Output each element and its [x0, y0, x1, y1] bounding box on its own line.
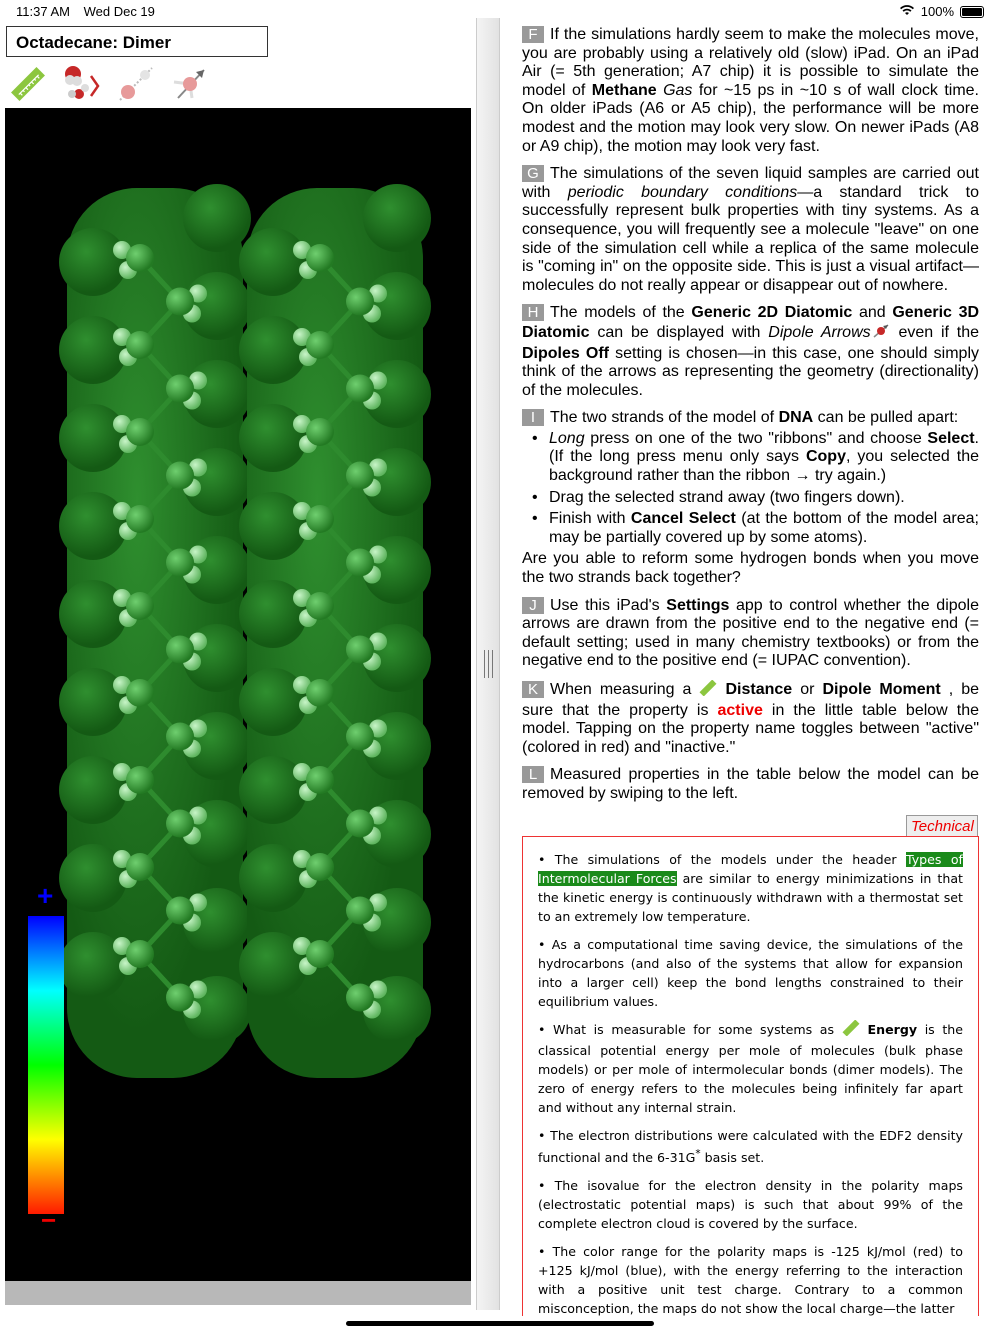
carbon-atom [166, 723, 194, 751]
carbon-atom [346, 636, 374, 664]
ruler-icon [699, 680, 717, 702]
carbon-atom [346, 897, 374, 925]
diatomic-icon[interactable] [116, 64, 156, 104]
list-item [522, 510, 979, 547]
note-letter-badge: K [522, 681, 544, 698]
carbon-atom [306, 505, 334, 533]
note-letter-badge: G [522, 165, 544, 182]
status-bar-right [899, 4, 984, 19]
carbon-atom [306, 418, 334, 446]
list-item [522, 430, 979, 486]
text-segment: even if the [890, 323, 980, 341]
note-letter-badge: I [522, 409, 544, 426]
text-segment: When measuring a [550, 681, 700, 698]
color-scale-bar [28, 916, 64, 1214]
carbon-atom [306, 853, 334, 881]
carbon-atom [126, 679, 154, 707]
split-view-divider[interactable] [476, 18, 500, 1310]
toolbar [8, 64, 210, 104]
carbon-atom [166, 636, 194, 664]
text-segment: The simulations of the seven liquid samples are carried out with [522, 165, 979, 201]
electron-density-lobe [183, 184, 251, 252]
text-segment: • The simulations of the models under the header [538, 852, 906, 867]
text-segment: Dipole Arrows [768, 323, 871, 341]
technical-note [538, 1126, 963, 1167]
text-segment: . (If the long press menu only says [549, 429, 979, 466]
note-letter-badge: F [522, 26, 544, 43]
text-segment: • The color range for the polarity maps is -125 kJ/mol (red) to +125 kJ/mol (blue), with the energy referring to the interaction with a positive unit test charge. Contrary to a common misconception, the maps do not show the local charge—the latter [538, 1244, 963, 1316]
text-segment: • The isovalue for the electron density in the polarity maps (electrostatic potential maps) is such that about 99% of the complete electron cloud is covered by the surface. [538, 1178, 963, 1232]
carbon-atom [346, 288, 374, 316]
electron-density-lobe [239, 228, 307, 296]
electron-density-lobe [239, 316, 307, 384]
note-paragraph-i [522, 409, 979, 587]
electron-density-lobe [239, 492, 307, 560]
carbon-atom [126, 418, 154, 446]
text-segment: can be pulled apart: [813, 409, 959, 427]
active-keyword: active [717, 701, 763, 719]
text-segment: Dipole Moment [822, 681, 941, 698]
text-segment: and [852, 304, 893, 322]
text-segment: The two strands of the model of [550, 409, 779, 427]
text-segment: (at the bottom of the model area; may be partially covered up by some atoms). [549, 510, 979, 546]
carbon-atom [166, 810, 194, 838]
text-segment: Finish with [549, 510, 631, 528]
note-paragraph-f [522, 26, 979, 156]
property-table-area[interactable] [5, 1281, 471, 1305]
text-segment: If the simulations hardly seem to make the molecules move, you are probably using a relatively old (slow) iPad. On an iPad Air (= 5th generation; A7 chip) it is possible to simulate the model of [522, 26, 979, 99]
dipole-arrow-icon[interactable] [170, 64, 210, 104]
scale-plus-label: + [37, 880, 54, 911]
scale-minus-label: − [41, 1205, 57, 1235]
notes-content [522, 26, 979, 813]
text-segment: Generic 3D Diatomic [522, 304, 980, 341]
text-segment: periodic boundary conditions [567, 183, 798, 201]
text-segment: basis set. [700, 1150, 765, 1166]
superscript: * [695, 1148, 701, 1160]
electron-density-lobe [239, 580, 307, 648]
technical-note [538, 935, 963, 1011]
text-segment: Select [927, 429, 975, 447]
carbon-atom [346, 462, 374, 490]
text-segment: are similar to energy minimizations in that the kinetic energy is continuously withdrawn with a thermostat set to an extremely low temperature. [538, 871, 963, 924]
text-segment: Distance [717, 681, 793, 698]
note-paragraph-l [522, 766, 979, 803]
text-segment: , be sure that the property is [522, 681, 980, 719]
carbon-atom [306, 244, 334, 272]
text-segment: Energy [859, 1022, 918, 1037]
carbon-atom [126, 766, 154, 794]
carbon-atom [126, 853, 154, 881]
text-segment: The models of the [550, 304, 692, 322]
carbon-atom [306, 331, 334, 359]
text-segment: • The electron distributions were calculated with the EDF2 density functional and the 6-31G [538, 1128, 963, 1166]
note-letter-badge: H [522, 304, 544, 321]
note-paragraph-k [522, 680, 979, 757]
water-dipole-icon[interactable] [62, 64, 102, 104]
note-letter-badge: J [522, 597, 544, 614]
status-date: Wed Dec 19 [83, 4, 155, 19]
text-segment: is the classical potential energy per mole of molecules (bulk phase models) or per mole of intermolecular bonds (dimer models). The zero of energy refers to the molecules being infinitely far apart and without any internal strain. [538, 1022, 963, 1115]
carbon-atom [306, 679, 334, 707]
carbon-atom [306, 592, 334, 620]
carbon-atom [346, 984, 374, 1012]
carbon-atom [126, 592, 154, 620]
octadecane-dimer-model[interactable] [5, 108, 471, 1281]
text-segment: DNA [778, 409, 814, 427]
status-bar-left [16, 4, 165, 19]
note-paragraph-j [522, 597, 979, 671]
text-segment: Measured properties in the table below the model can be removed by swiping to the left. [522, 766, 979, 802]
carbon-atom [126, 331, 154, 359]
text-segment: Gas [656, 81, 693, 99]
text-segment: press on one of the two "ribbons" and choose [584, 429, 928, 447]
ruler-icon [842, 1020, 860, 1041]
carbon-atom [126, 505, 154, 533]
carbon-atom [166, 549, 194, 577]
model-title[interactable]: Octadecane: Dimer [6, 26, 268, 57]
battery-percent: 100% [920, 4, 954, 19]
text-segment: • As a computational time saving device, the simulations of the hydrocarbons (and also of the systems that allow for expansion into a larger cell) keep the bond lengths constrained to their equilibrium values. [538, 937, 963, 1009]
carbon-atom [346, 810, 374, 838]
ruler-icon[interactable] [8, 64, 48, 104]
note-paragraph-g [522, 165, 979, 295]
text-segment: Copy [805, 448, 846, 466]
technical-tab[interactable]: Technical [906, 815, 978, 837]
text-segment: or [792, 681, 823, 698]
divider-grip-handle[interactable] [484, 650, 493, 678]
text-segment: can be displayed with [589, 323, 769, 341]
home-indicator[interactable] [346, 1321, 654, 1326]
bullet-list [522, 430, 979, 548]
carbon-atom [166, 897, 194, 925]
text-segment: Long [549, 429, 585, 447]
carbon-atom [126, 940, 154, 968]
text-segment: Settings [666, 596, 730, 614]
carbon-atom [166, 462, 194, 490]
text-segment: setting is chosen—in this case, one should simply think of the arrows as representing the geometry (directionality) of the molecules. [522, 344, 980, 399]
electron-density-lobe [59, 228, 127, 296]
text-segment: Cancel Select [630, 510, 736, 528]
text-segment: Methane [591, 81, 657, 99]
carbon-atom [346, 549, 374, 577]
text-segment: Use this iPad's [550, 596, 667, 614]
electron-density-lobe [59, 492, 127, 560]
note-question: Are you able to reform some hydrogen bonds when you move the two strands back together? [522, 550, 979, 587]
electron-density-lobe [363, 184, 431, 252]
electron-density-lobe [239, 404, 307, 472]
text-segment: Generic 2D Diatomic [691, 304, 853, 322]
technical-note [538, 1020, 963, 1117]
text-segment: Dipoles Off [522, 344, 610, 362]
text-segment: , you selected the background rather than the ribbon → try again.) [549, 448, 979, 485]
carbon-atom [126, 244, 154, 272]
technical-notes-box [522, 836, 979, 1316]
text-segment: for ~15 ps in ~10 s of wall clock time. On older iPads (A6 or A5 chip), the performance will be more modest and the motion may look very slow. On newer iPads (A8 or A9 chip), the motion may look very fast. [522, 81, 979, 155]
electron-density-lobe [59, 580, 127, 648]
carbon-atom [166, 375, 194, 403]
text-segment: —a standard trick to successfully represent bulk properties with tiny systems. As a consequence, you will frequently see a molecule "leave" on one side of the simulation cell while a replica of the same molecule is "coming in" on the opposite side. This is just a visual artifact—molecules do not really appear or disappear out of nowhere. [522, 183, 980, 294]
text-segment: app to control whether the dipole arrows are drawn from the positive end to the negative end (= default setting; used in many chemistry textbooks) or from the negative end to the positive end (= IUPAC convention). [522, 596, 979, 670]
list-item [522, 489, 979, 508]
molecule-viewer[interactable] [5, 108, 471, 1281]
technical-note [538, 850, 963, 926]
text-segment: Drag the selected strand away (two fingers down). [549, 488, 905, 506]
electron-density-lobe [59, 404, 127, 472]
dipole-arrow-icon [871, 323, 891, 345]
note-paragraph-h [522, 304, 979, 400]
carbon-atom [166, 984, 194, 1012]
battery-icon [960, 6, 984, 18]
carbon-atom [346, 723, 374, 751]
text-segment: in the little table below the model. Tapping on the property name toggles between "active" (colored in red) and "inactive." [522, 701, 979, 756]
section-link[interactable]: Types of Intermolecular Forces [538, 852, 963, 886]
carbon-atom [306, 766, 334, 794]
carbon-atom [306, 940, 334, 968]
technical-note [538, 1242, 963, 1316]
carbon-atom [166, 288, 194, 316]
status-time: 11:37 AM [16, 4, 70, 19]
text-segment: • What is measurable for some systems as [538, 1022, 842, 1037]
wifi-icon [899, 4, 915, 19]
carbon-atom [346, 375, 374, 403]
note-letter-badge: L [522, 766, 544, 783]
electron-density-lobe [59, 316, 127, 384]
technical-note [538, 1176, 963, 1233]
